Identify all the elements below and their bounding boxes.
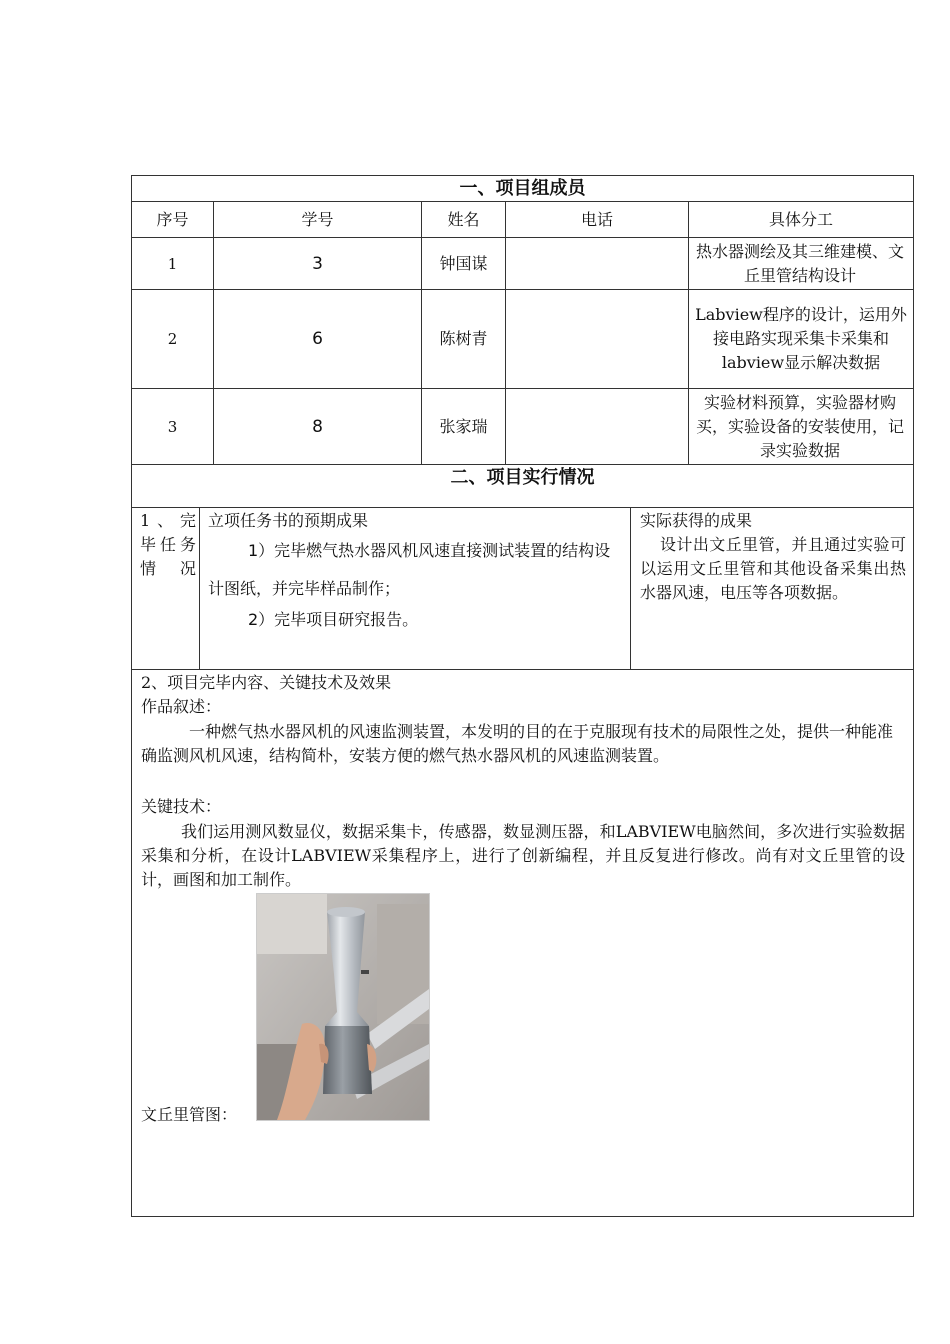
row3-phone bbox=[506, 389, 688, 464]
row1-no: 1 bbox=[167, 254, 178, 273]
row3-role: 实验材料预算，实验器材购买，实验设备的安装使用，记录实验数据 bbox=[695, 392, 904, 460]
actual-header: 实际获得的成果 bbox=[640, 511, 753, 530]
divider bbox=[132, 669, 913, 670]
expected-item-1: 1）完毕燃气热水器风机风速直接测试装置的结构设计图纸，并完毕样品制作； bbox=[208, 541, 611, 598]
works-label: 作品叙述： bbox=[141, 697, 222, 716]
row2-no: 2 bbox=[167, 330, 178, 348]
actual-text: 设计出文丘里管，并且通过实验可以运用文丘里管和其他设备采集出热水器风速，电压等各项数据。 bbox=[640, 535, 906, 602]
row1-role: 热水器测绘及其三维建模、文丘里管结构设计 bbox=[695, 241, 904, 285]
row1-id: 3 bbox=[312, 253, 323, 274]
header-no: 序号 bbox=[156, 209, 189, 229]
row3-no: 3 bbox=[167, 417, 178, 436]
section2-title: 二、项目实行情况 bbox=[450, 467, 595, 488]
divider bbox=[688, 201, 689, 464]
divider bbox=[630, 507, 631, 669]
row2-name: 陈树青 bbox=[439, 329, 488, 348]
key-label: 关键技术： bbox=[141, 797, 222, 816]
row1-name: 钟国谋 bbox=[439, 253, 488, 273]
expected-header: 立项任务书的预期成果 bbox=[208, 511, 369, 530]
header-id: 学号 bbox=[301, 209, 334, 229]
row2-role: Labview程序的设计，运用外接电路实现采集卡采集和labview显示解决数据 bbox=[695, 305, 907, 372]
key-text: 我们运用测风数显仪，数据采集卡，传感器，数显测压器，和LABVIEW电脑然间，多次进行实验数据采集和分析，在设计LABVIEW采集程序上，进行了创新编程，并且反复进行修改。尚有对文丘里管的设计，画图和加工制作。 bbox=[141, 822, 905, 889]
venturi-tube-photo bbox=[256, 893, 430, 1121]
content-header: 2、项目完毕内容、关键技术及效果 bbox=[141, 673, 392, 692]
row1-phone bbox=[506, 238, 688, 289]
works-text: 一种燃气热水器风机的风速监测装置，本发明的目的在于克服现有技术的局限性之处，提供一种能准确监测风机风速，结构简朴，安装方便的燃气热水器风机的风速监测装置。 bbox=[141, 722, 894, 765]
row3-name: 张家瑞 bbox=[439, 416, 488, 436]
row3-id: 8 bbox=[312, 416, 323, 437]
report-table bbox=[131, 175, 914, 1217]
divider bbox=[199, 507, 200, 669]
expected-item-2: 2）完毕项目研究报告。 bbox=[248, 610, 419, 629]
row2-id: 6 bbox=[312, 329, 323, 349]
header-name: 姓名 bbox=[447, 209, 480, 229]
row2-phone bbox=[506, 290, 688, 388]
divider bbox=[132, 507, 913, 508]
header-role: 具体分工 bbox=[768, 209, 833, 229]
section1-title: 一、项目组成员 bbox=[459, 178, 586, 199]
figure-label: 文丘里管图： bbox=[141, 1105, 238, 1124]
completion-label: 1、完毕任务情况 bbox=[140, 511, 196, 578]
header-phone: 电话 bbox=[580, 209, 613, 229]
